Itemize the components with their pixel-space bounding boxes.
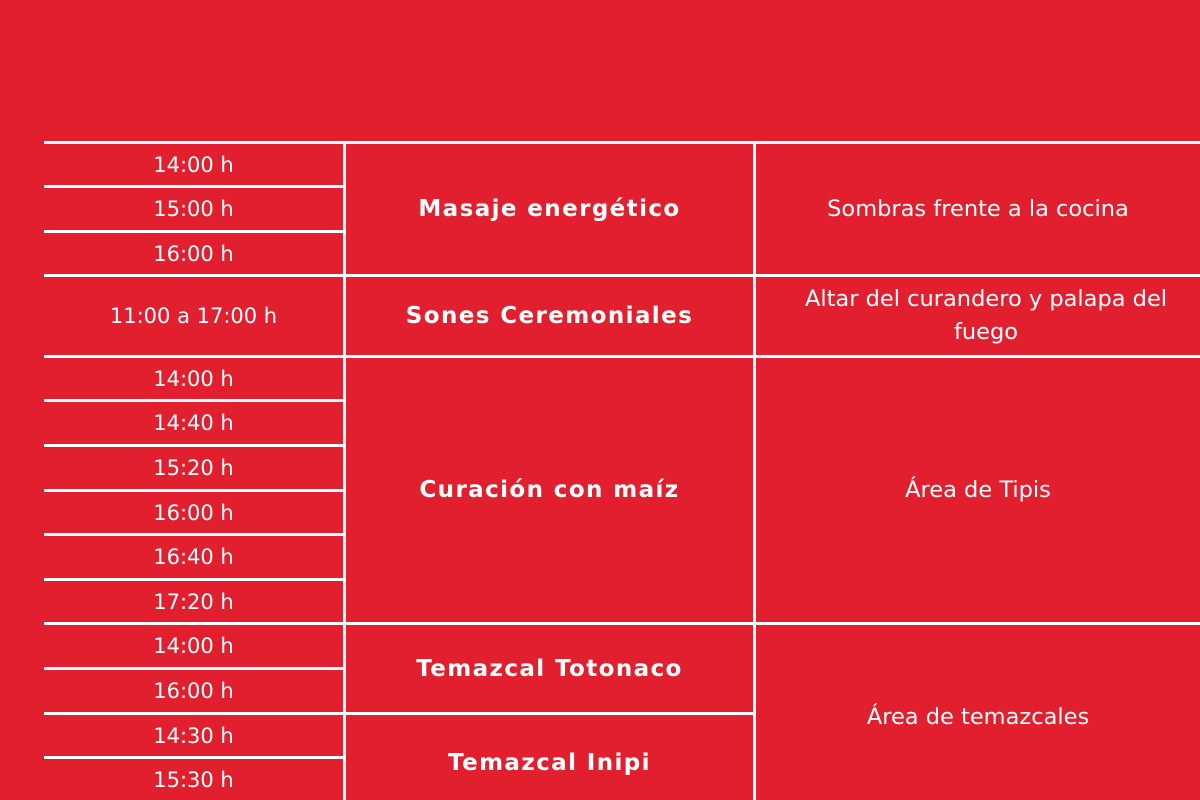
time-cell: 15:00 h xyxy=(153,197,234,221)
time-cell: 15:30 h xyxy=(153,767,234,792)
time-cell: 17:20 h xyxy=(153,589,234,614)
time-cell: 11:00 a 17:00 h xyxy=(109,304,278,328)
activity-cell: Curación con maíz xyxy=(419,477,680,503)
time-cell: 16:00 h xyxy=(153,241,234,266)
time-cell: 16:00 h xyxy=(153,679,234,703)
activity-cell: Temazcal Totonaco xyxy=(416,655,683,682)
time-cell: 16:40 h xyxy=(153,545,234,569)
time-cell: 14:30 h xyxy=(153,723,234,748)
time-cell: 14:40 h xyxy=(153,411,234,435)
place-cell: Sombras frente a la cocina xyxy=(827,195,1129,222)
place-cell: Área de temazcales xyxy=(866,704,1090,730)
time-cell: 14:00 h xyxy=(153,366,234,391)
time-cell: 14:00 h xyxy=(153,152,234,177)
place-cell: Altar del curandero y palapa del fuego xyxy=(804,286,1168,345)
activity-cell: Sones Ceremoniales xyxy=(405,303,694,329)
place-cell: Área de Tipis xyxy=(905,476,1051,503)
activity-cell: Masaje energético xyxy=(418,196,681,222)
time-cell: 15:20 h xyxy=(153,456,234,480)
activity-cell: Temazcal Inipi xyxy=(448,749,651,776)
time-cell: 16:00 h xyxy=(153,500,234,525)
time-cell: 14:00 h xyxy=(153,634,234,658)
